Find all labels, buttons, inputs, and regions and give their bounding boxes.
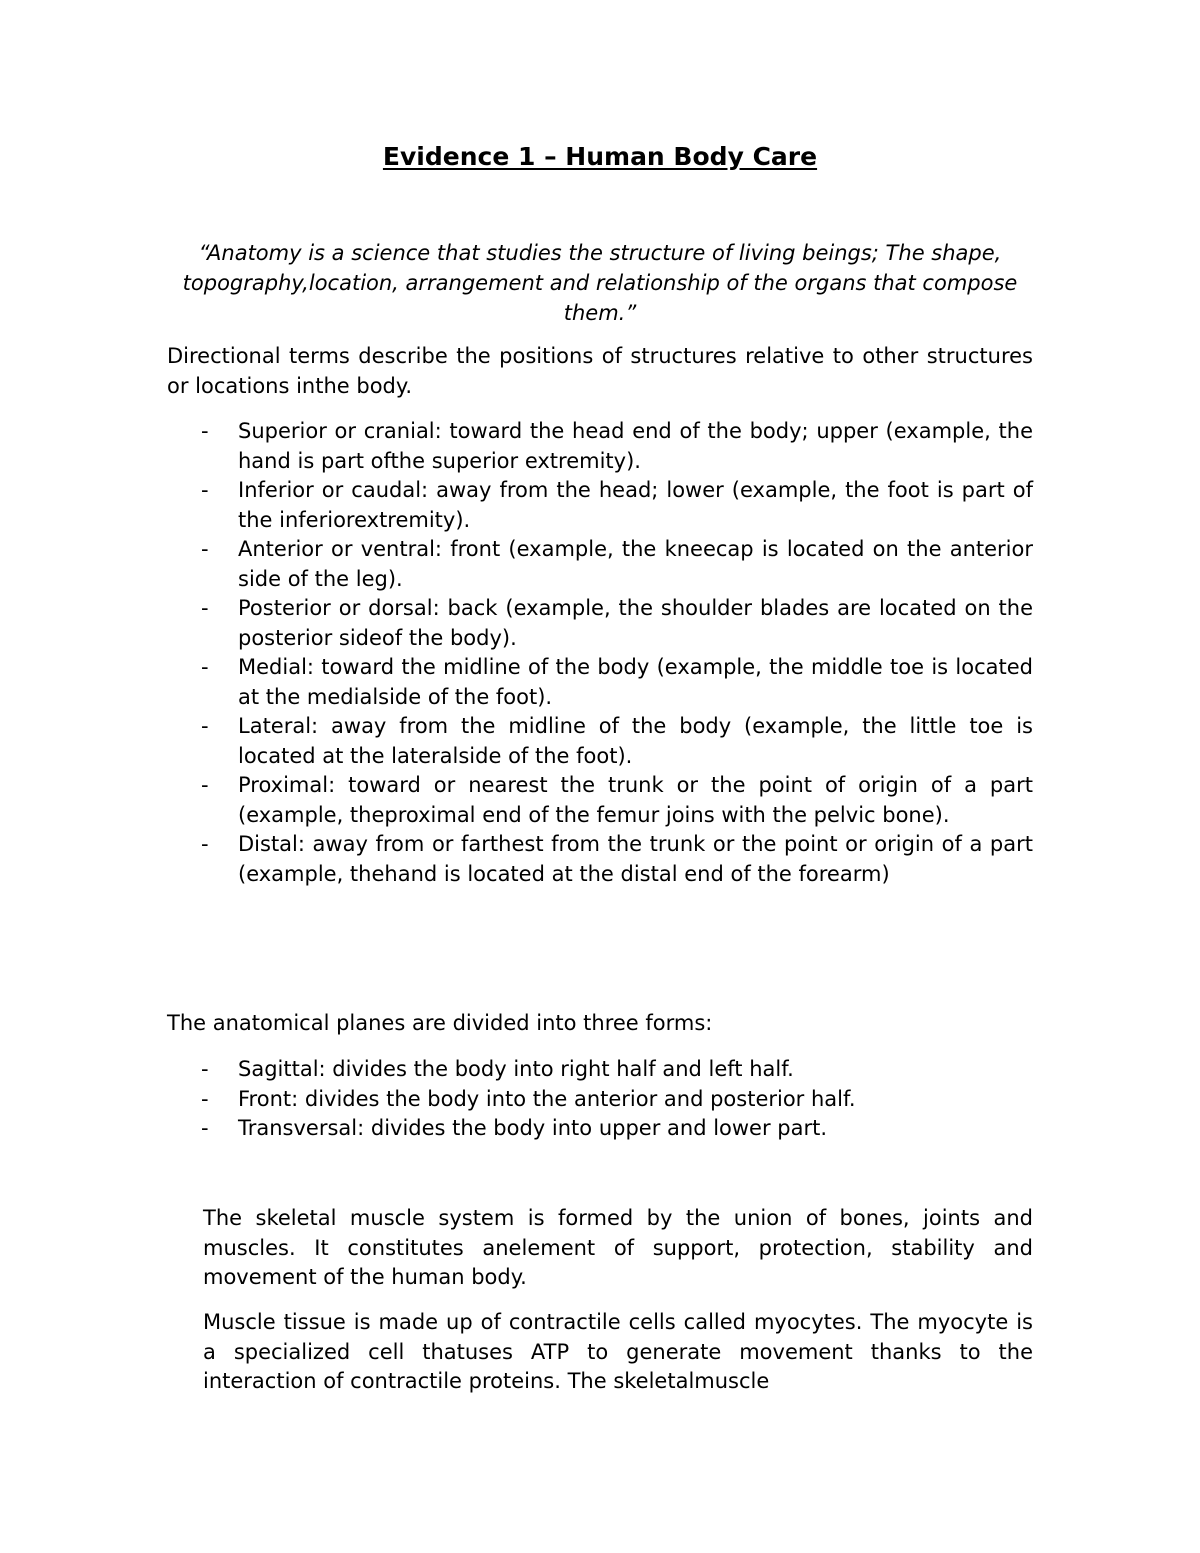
list-item [167, 1114, 1033, 1144]
list-item-text: Inferior or caudal: away from the head; lower (example, the foot is part of the inferiorextremity). [238, 478, 1033, 532]
bullet-dash: - [201, 714, 209, 738]
list-item [167, 535, 1033, 594]
bullet-dash: - [201, 832, 209, 856]
list-item-text: Lateral: away from the midline of the body (example, the little toe is located at the lateralside of the foot). [238, 714, 1033, 768]
bullet-dash: - [201, 419, 209, 443]
document-title: Evidence 1 – Human Body Care [382, 142, 818, 171]
list-item [167, 594, 1033, 653]
list-item [167, 1055, 1033, 1085]
list-item-text: Distal: away from or farthest from the trunk or the point or origin of a part (example, thehand is located at the distal end of the forearm) [238, 832, 1033, 886]
bullet-dash: - [201, 1086, 209, 1111]
bullet-dash: - [201, 537, 209, 561]
bullet-dash: - [201, 478, 209, 502]
anatomy-quote: “Anatomy is a science that studies the structure of living beings; The shape, topography,location, arrangement and relationship of the organs that compose them.” [182, 241, 1018, 325]
list-item-text: Proximal: toward or nearest the trunk or the point of origin of a part (example, theproximal end of the femur joins with the pelvic bone). [238, 773, 1033, 827]
list-item-text: Sagittal: divides the body into right half and left half. [238, 1057, 794, 1081]
list-item [167, 417, 1033, 476]
list-item-text: Medial: toward the midline of the body (example, the middle toe is located at the medialside of the foot). [238, 655, 1033, 709]
list-item-text: Superior or cranial: toward the head end of the body; upper (example, the hand is part ofthe superior extremity). [238, 419, 1033, 473]
list-item-text: Posterior or dorsal: back (example, the shoulder blades are located on the posterior sideof the body). [238, 596, 1033, 650]
list-item [167, 712, 1033, 771]
bullet-dash: - [201, 1116, 209, 1140]
bullet-dash: - [201, 596, 209, 620]
planes-intro: The anatomical planes are divided into three forms: [167, 1011, 713, 1035]
muscle-tissue-paragraph: Muscle tissue is made up of contractile cells called myocytes. The myocyte is a specialized cell thatuses ATP to generate movement thanks to the interaction of contractile proteins. The skeletalmuscle [203, 1310, 1033, 1393]
list-item [167, 830, 1033, 889]
planes-list [167, 1055, 1033, 1144]
directional-terms-list [167, 417, 1033, 889]
bullet-dash: - [201, 655, 209, 679]
directional-intro: Directional terms describe the positions of structures relative to other structures or locations inthe body. [167, 344, 1033, 398]
list-item-text: Anterior or ventral: front (example, the kneecap is located on the anterior side of the leg). [238, 537, 1033, 591]
list-item-text: Front: divides the body into the anterior and posterior half. [238, 1086, 856, 1111]
bullet-dash: - [201, 773, 209, 797]
list-item-text: Transversal: divides the body into upper and lower part. [238, 1116, 828, 1140]
bullet-dash: - [201, 1057, 209, 1081]
list-item [167, 771, 1033, 830]
list-item [167, 476, 1033, 535]
skeletal-system-paragraph: The skeletal muscle system is formed by the union of bones, joints and muscles. It constitutes anelement of support, protection, stability and movement of the human body. [203, 1206, 1033, 1289]
list-item [167, 653, 1033, 712]
list-item [167, 1085, 1033, 1115]
